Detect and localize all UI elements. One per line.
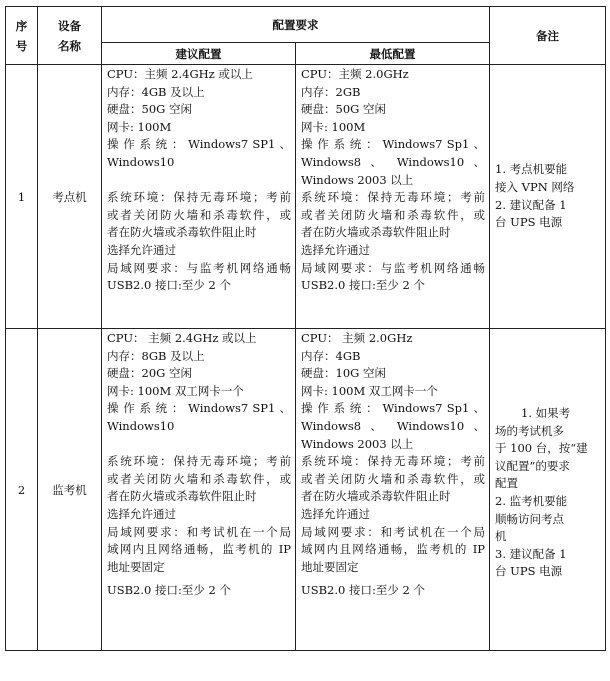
config-line: CPU：主频 2.0GHz bbox=[301, 67, 409, 81]
config-line: 系统环境：保持无毒环境；考前 bbox=[301, 454, 485, 469]
config-line: USB2.0 接口:至少 2 个 bbox=[107, 583, 231, 598]
remark-line: 2. 建议配备 1 bbox=[495, 197, 567, 212]
config-line: 局域网要求：与监考机网络通畅 bbox=[107, 260, 291, 275]
config-line: 硬盘：10G 空闲 bbox=[301, 366, 386, 381]
table-row bbox=[6, 329, 606, 651]
config-line: 操 作 系 统 ： Windows7 SP1 、 bbox=[107, 137, 291, 152]
config-line: 地址要固定 bbox=[107, 559, 165, 574]
config-line: CPU： 主频 2.0GHz bbox=[301, 331, 413, 345]
config-line: 内存：2GB bbox=[301, 84, 361, 99]
config-line: USB2.0 接口:至少 2 个 bbox=[301, 278, 425, 293]
header-device-line: 名称 bbox=[58, 38, 81, 53]
remark-line: 顺畅访问考点 bbox=[495, 511, 564, 526]
config-line: Windows8 、 Windows10 、 bbox=[301, 154, 485, 169]
config-line: Windows 2003 以上 bbox=[301, 436, 414, 451]
minimum-config bbox=[296, 65, 490, 329]
config-line: 者在防火墙或杀毒软件阻止时 bbox=[301, 225, 451, 240]
config-line: 者在防火墙或杀毒软件阻止时 bbox=[107, 489, 257, 504]
config-line: 操 作 系 统 ： Windows7 SP1 、 bbox=[107, 401, 291, 416]
config-line: 网卡: 100M bbox=[301, 119, 366, 134]
config-line: Windows10 bbox=[107, 418, 175, 433]
config-line: 选择允许通过 bbox=[107, 506, 176, 521]
config-line: 局域网要求：和考试机在一个局 bbox=[107, 524, 291, 539]
config-line: CPU：主频 2.4GHz 或以上 bbox=[107, 67, 253, 81]
config-line: 地址要固定 bbox=[301, 559, 359, 574]
config-line: 局域网要求：和考试机在一个局 bbox=[301, 524, 485, 539]
config-line: 硬盘：50G 空闲 bbox=[301, 102, 386, 117]
header-remark: 备注 bbox=[490, 7, 606, 65]
remark-line: 接入 VPN 网络 bbox=[495, 179, 575, 194]
config-line: 内存：4GB bbox=[301, 348, 361, 363]
remark-line: 1. 考点机要能 bbox=[495, 162, 568, 177]
config-line: 操 作 系 统 ： Windows7 Sp1 、 bbox=[301, 401, 485, 416]
config-line: CPU： 主频 2.4GHz 或以上 bbox=[107, 331, 257, 345]
config-line: USB2.0 接口:至少 2 个 bbox=[301, 583, 425, 598]
config-line: 网卡: 100M bbox=[107, 119, 172, 134]
config-line: 或者关闭防火墙和杀毒软件，或 bbox=[107, 207, 291, 222]
config-line: 者在防火墙或杀毒软件阻止时 bbox=[301, 489, 451, 504]
config-line: Windows10 bbox=[107, 154, 175, 169]
remark-line: 台 UPS 电源 bbox=[495, 215, 563, 230]
config-line: 或者关闭防火墙和杀毒软件，或 bbox=[301, 471, 485, 486]
minimum-config bbox=[296, 329, 490, 651]
config-line: USB2.0 接口:至少 2 个 bbox=[107, 278, 231, 293]
config-line: Windows 2003 以上 bbox=[301, 172, 414, 187]
device-name: 监考机 bbox=[38, 329, 102, 651]
config-line: 系统环境：保持无毒环境；考前 bbox=[107, 190, 291, 205]
config-line: 局域网要求：与监考机网络通畅 bbox=[301, 260, 485, 275]
config-line: 域网内且网络通畅，监考机的 IP bbox=[107, 542, 291, 557]
config-line: Windows8 、 Windows10 、 bbox=[301, 418, 485, 433]
config-line: 操 作 系 统 ： Windows7 Sp1 、 bbox=[301, 137, 485, 152]
recommended-config bbox=[102, 65, 296, 329]
header-recommended: 建议配置 bbox=[102, 43, 296, 65]
config-line: 内存：8GB 及以上 bbox=[107, 348, 205, 363]
config-line: 系统环境：保持无毒环境；考前 bbox=[301, 190, 485, 205]
header-device-line: 设备 bbox=[58, 18, 81, 33]
config-line: 者在防火墙或杀毒软件阻止时 bbox=[107, 225, 257, 240]
header-minimum: 最低配置 bbox=[296, 43, 490, 65]
config-requirements-table bbox=[5, 6, 606, 651]
remark-line: 台 UPS 电源 bbox=[495, 564, 563, 579]
remark-cell bbox=[490, 329, 606, 651]
remark-line: 机 bbox=[495, 529, 507, 544]
recommended-config bbox=[102, 329, 296, 651]
config-line: 网卡: 100M 双工网卡一个 bbox=[107, 383, 244, 398]
config-line-blank bbox=[107, 172, 291, 190]
remark-line: 场的考试机多 bbox=[495, 423, 564, 438]
config-line-blank bbox=[107, 436, 291, 454]
remark-line: 1. 如果考 bbox=[521, 406, 571, 420]
config-line: 硬盘：50G 空闲 bbox=[107, 102, 192, 117]
config-line: 内存：4GB 及以上 bbox=[107, 84, 205, 99]
remark-line: 3. 建议配备 1 bbox=[495, 546, 567, 561]
config-line: 或者关闭防火墙和杀毒软件，或 bbox=[301, 207, 485, 222]
device-name: 考点机 bbox=[38, 65, 102, 329]
config-line: 硬盘：20G 空闲 bbox=[107, 366, 192, 381]
config-line: 网卡: 100M 双工网卡一个 bbox=[301, 383, 438, 398]
remark-cell bbox=[490, 65, 606, 329]
header-no-line: 号 bbox=[15, 38, 28, 53]
header-no-line: 序 bbox=[15, 18, 28, 33]
config-line: 选择允许通过 bbox=[107, 242, 176, 257]
config-line: 选择允许通过 bbox=[301, 506, 370, 521]
remark-line: 2. 监考机要能 bbox=[495, 493, 568, 508]
config-line: 选择允许通过 bbox=[301, 242, 370, 257]
header-config: 配置要求 bbox=[102, 7, 490, 43]
config-line: 系统环境：保持无毒环境；考前 bbox=[107, 454, 291, 469]
row-number: 2 bbox=[6, 329, 38, 651]
row-number: 1 bbox=[6, 65, 38, 329]
remark-line: 于 100 台，按“建 bbox=[495, 441, 588, 456]
config-line: 域网内且网络通畅，监考机的 IP bbox=[301, 542, 485, 557]
header-device-name bbox=[38, 7, 102, 65]
table-row bbox=[6, 65, 606, 329]
remark-line: 配置 bbox=[495, 476, 518, 491]
remark-line: 议配置”的要求 bbox=[495, 458, 570, 473]
config-line: 或者关闭防火墙和杀毒软件，或 bbox=[107, 471, 291, 486]
header-no bbox=[6, 7, 38, 65]
